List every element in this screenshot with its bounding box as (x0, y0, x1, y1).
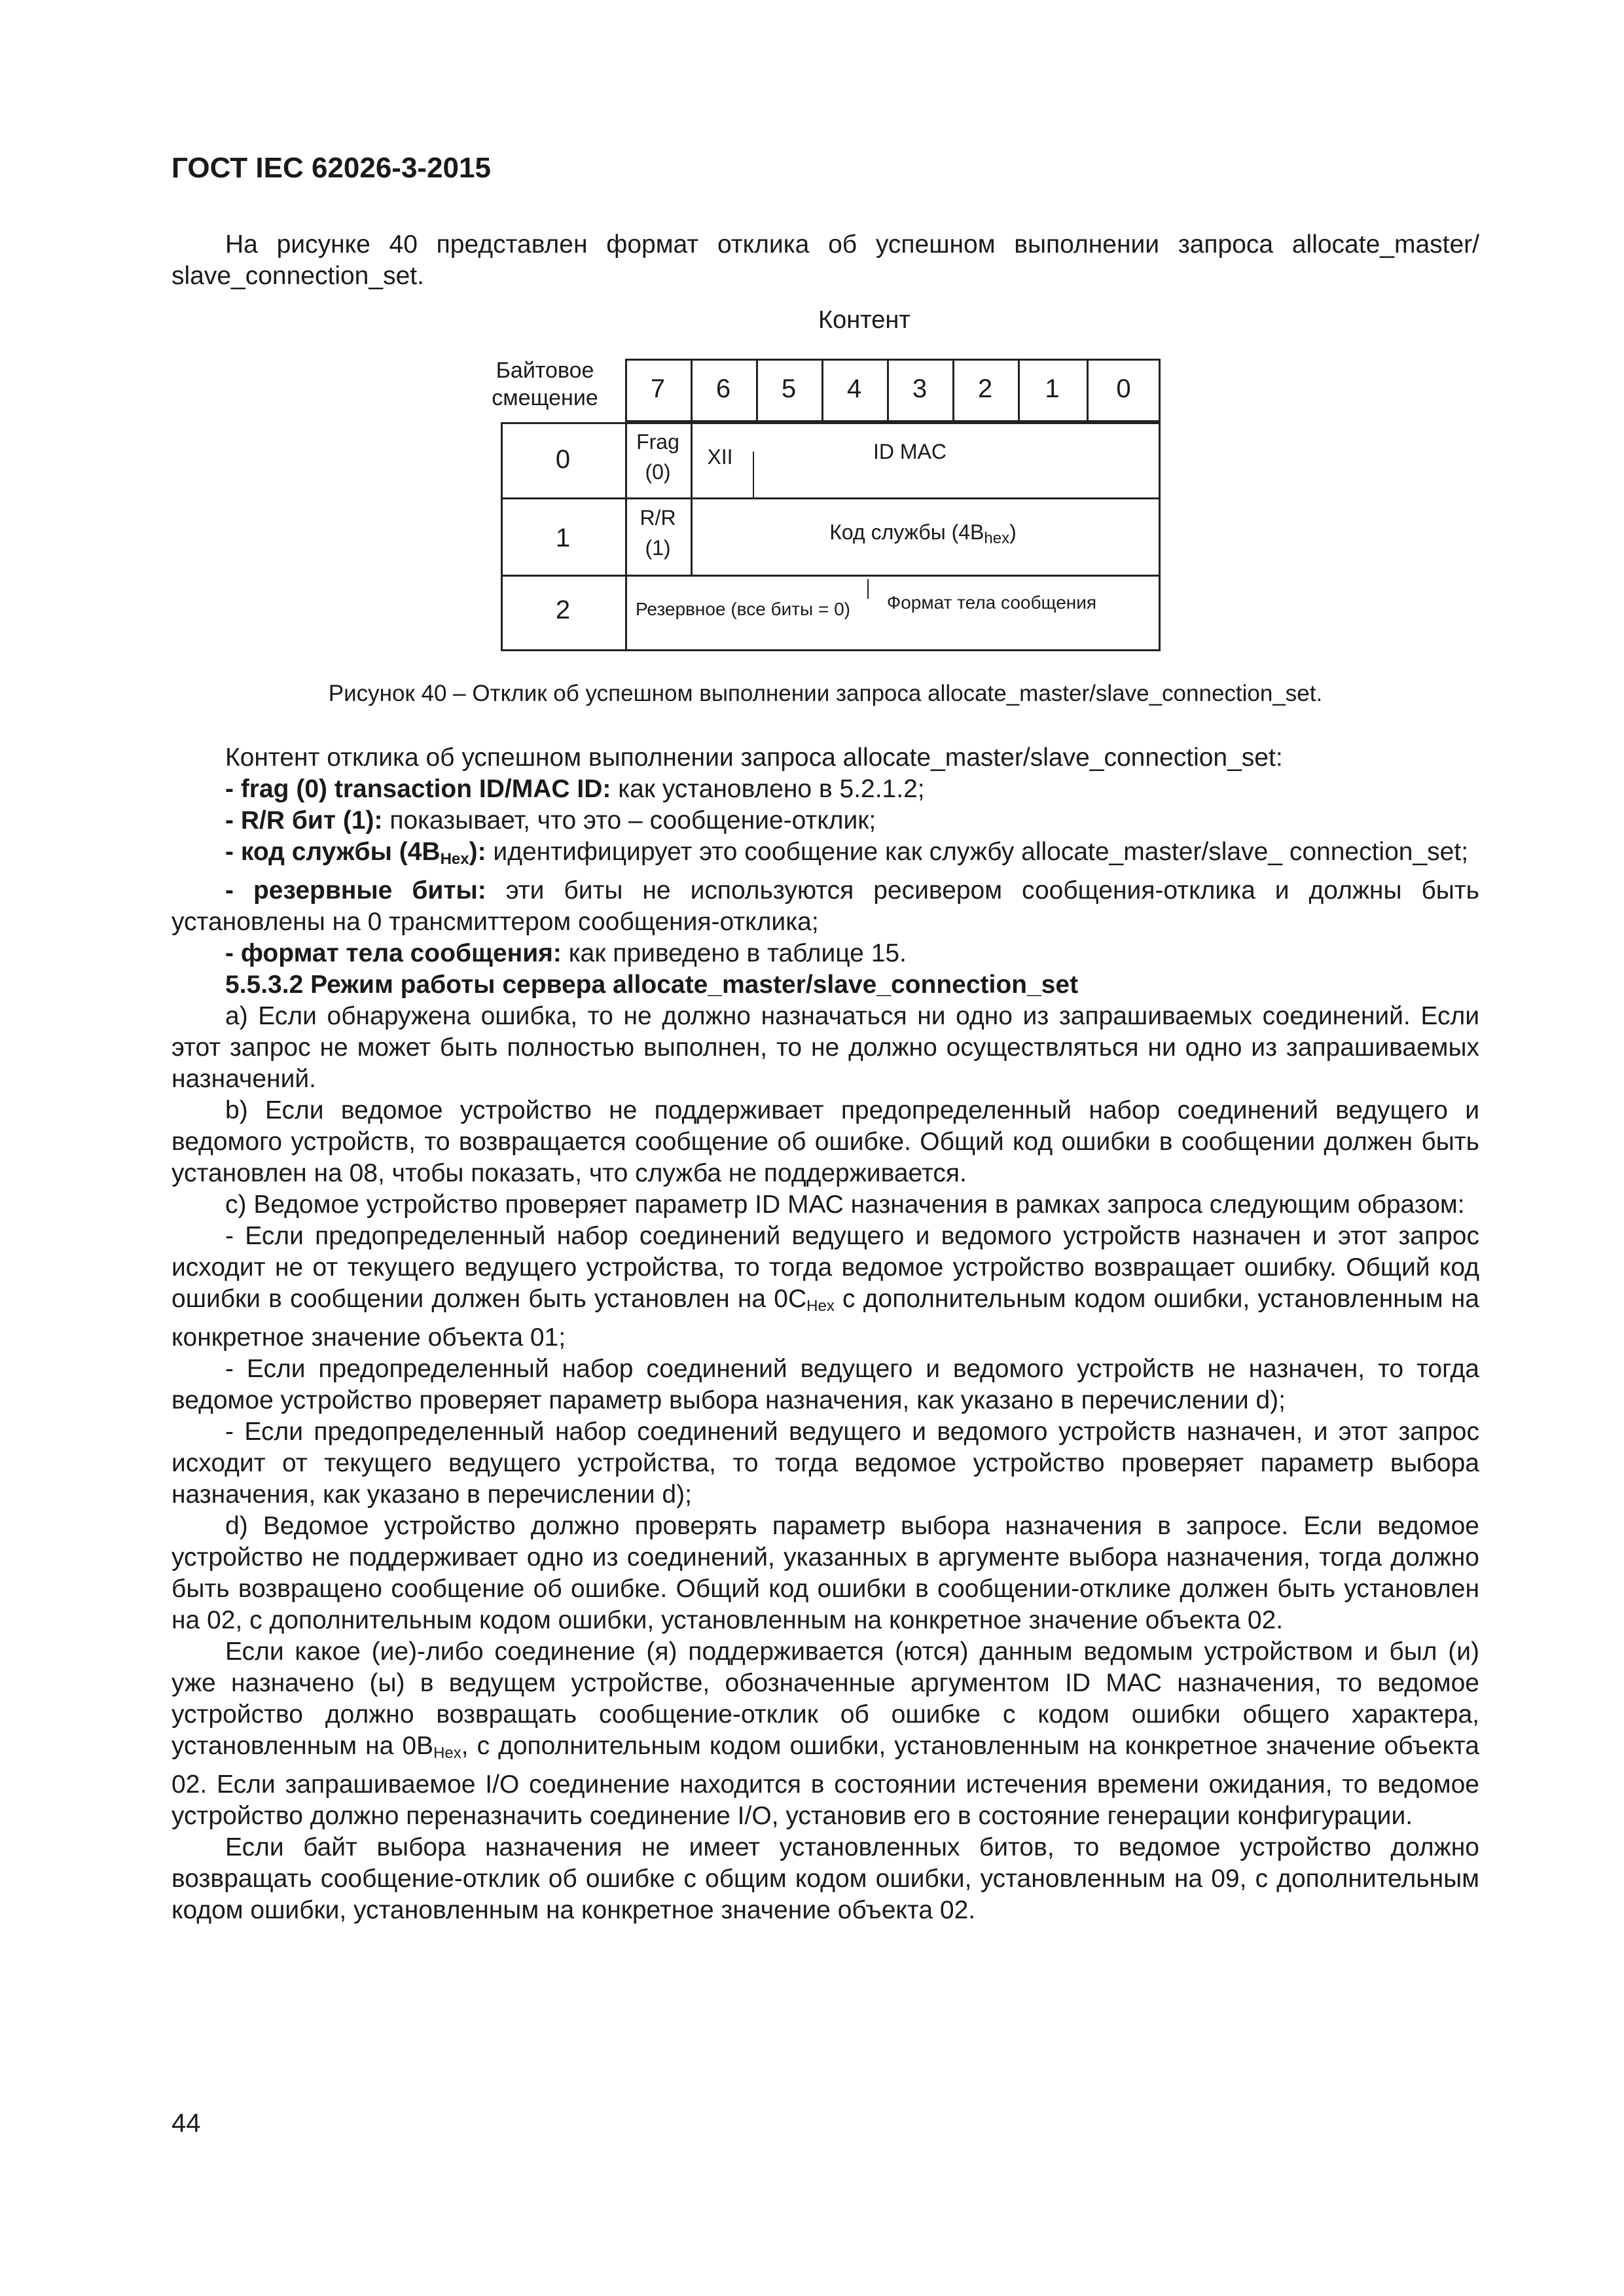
bit-label: 6 (715, 374, 731, 403)
document-header: ГОСТ IEC 62026-3-2015 (171, 152, 491, 184)
reserved-cell: Резервное (все биты = 0) (635, 599, 850, 619)
offset-2: 2 (555, 596, 571, 624)
bit-label: 0 (1116, 374, 1131, 403)
intro-paragraph: На рисунке 40 представлен формат отклика об успешном выполнении запроса allocate_master/ slave_connection_set. (171, 230, 1479, 290)
bit-label: 1 (1045, 374, 1060, 403)
bit-label: 3 (912, 374, 928, 403)
service-code-cell: Код службы $(4B_{hex})$ (829, 520, 1017, 547)
body-format-cell: Формат тела сообщения (886, 592, 1097, 613)
figure-caption: Рисунок 40 – Отклик об успешном выполнении запроса allocate_master/slave_connection_set. (328, 681, 1323, 706)
frag-cell: Frag (0) (636, 430, 679, 484)
bit-label: 7 (650, 374, 666, 403)
bit-label: 5 (781, 374, 797, 403)
offset-1: 1 (555, 524, 571, 552)
figure-content-label: Контент (818, 306, 911, 334)
main-text: Контент отклика об успешном выполнении запроса allocate_master/slave_connection_set: - frag (0) transaction ID/MAC ID: как установлено в 5.2.1.2; - R/R бит (1): показывает, что это – сообщение-отклик; - код службы $(4B_{Hex})$: идентифицирует это сообщение как службу allocate_master/slave_ connection_set; - резервные биты: эти биты не используются ресивером сообщения-отклика и должны быть установлены на 0 трансмиттером сообщения-отклика; - формат тела сообщения: как приведено в таблице 15. 5.5.3.2 Режим работы сервера allocate_master/slave_connection_set а) Если обнаружена ошибка, то не должно назначаться ни одно из запрашиваемых соединений. Если этот запрос не может быть полностью выполнен, то не должно осуществляться ни одно из запрашиваемых назначений. b) Если ведомое устройство не поддерживает предопределенный набор соединений ведущего и ведомого устройств, то возвращается сообщение об ошибке. Общий код ошибки в сообщении должен быть установлен на 08, чтобы показать, что служба не поддерживается. с) Ведомое устройство проверяет параметр ID МАС назначения в рамках запроса следующим образом: - Если предопределенный набор соединений ведущего и ведомого устройств назначен и этот запрос исходит не от текущего ведущего устройства, то тогда ведомое устройство возвращает ошибку. Общий код ошибки в сообщении должен быть установлен на $0C_{Hex}$ с дополнительным кодом ошибки, установленным на конкретное значение объекта 01; - Если предопределенный набор соединений ведущего и ведомого устройств не назначен, то тогда ведомое устройство проверяет параметр выбора назначения, как указано в перечислении d); - Если предопределенный набор соединений ведущего и ведомого устройств назначен, и этот запрос исходит от текущего ведущего устройства, то тогда ведомое устройство проверяет параметр выбора назначения, как указано в перечислении d); d) Ведомое устройство должно проверять параметр выбора назначения в запросе. Если ведомое устройство не поддерживает одно из соединений, указанных в аргументе выбора назначения, тогда должно быть возвращено сообщение об ошибке. Общий код ошибки в сообщении-отклике должен быть установлен на 02, с дополнительным кодом ошибки, установленным на конкретное значение объекта 02. Если какое (ие)-либо соединение (я) поддерживается (ются) данным ведомым устройством и был (и) уже назначено (ы) в ведущем устройстве, обозначенные аргументом ID МАС назначения, то ведомое устройство должно возвращать сообщение-отклик об ошибке с кодом ошибки общего характера, установленным на $0B_{Hex}$, с дополнительным кодом ошибки, установленным на конкретное значение объекта 02. Если запрашиваемое I/O соединение находится в состоянии истечения времени ожидания, то ведомое устройство должно переназначить соединение I/O, установив его в состояние генерации конфигурации. Если байт выбора назначения не имеет установленных битов, то ведомое устройство должно возвращать сообщение-отклик об ошибке с общим кодом ошибки, установленным на 09, с дополнительным кодом ошибки, установленным на конкретное значение объекта 02. (171, 744, 1479, 1924)
page-number: 44 (171, 2109, 201, 2138)
rr-cell: R/R (1) (640, 506, 676, 560)
id-mac-cell: ID MAC (873, 440, 947, 463)
xid-cell: XII (707, 445, 733, 469)
section-title: 5.5.3.2 Режим работы сервера allocate_master/slave_connection_set (225, 971, 1079, 999)
byte-offset-label: Байтовое смещение (492, 358, 598, 410)
bit-label: 4 (846, 374, 862, 403)
offset-0: 0 (555, 445, 571, 474)
bit-label: 2 (977, 374, 993, 403)
